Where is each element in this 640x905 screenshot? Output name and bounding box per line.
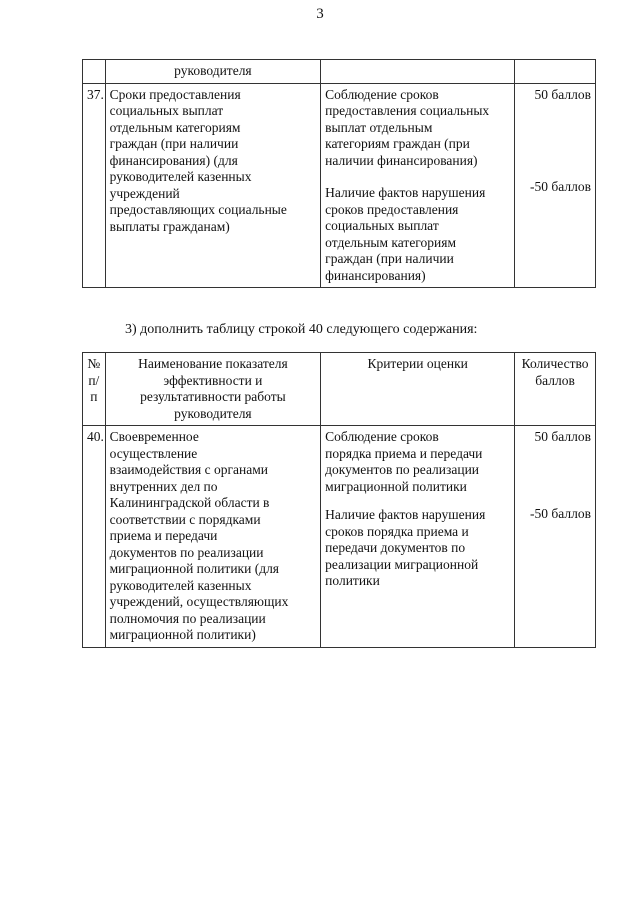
criterion-text: Наличие фактов нарушения сроков предоставления социальных выплат отдельным категориям граждан (при наличии финансирования): [325, 185, 486, 283]
instruction-text: 3) дополнить таблицу строкой 40 следующего содержания:: [125, 322, 478, 337]
table-row: [83, 83, 596, 288]
indicator-name: Своевременное осуществление взаимодействия с органами внутренних дел по Калининградской области в соответствии с порядками приема и передачи документов по реализации миграционной политики (для руководителей казенных учреждений, осуществляющих полномочия по реализации миграционной политики): [105, 426, 321, 648]
header-number: № п/п: [83, 353, 106, 426]
table-header-row: [83, 353, 596, 426]
table-cell: руководителя: [105, 60, 321, 84]
points-cell: [515, 83, 596, 288]
header-criteria: Критерии оценки: [321, 353, 515, 426]
points-value: -50 баллов: [530, 179, 591, 194]
points-value: 50 баллов: [534, 429, 591, 444]
table-row: [83, 60, 596, 84]
row-number: 40.: [83, 426, 106, 648]
criterion-text: Соблюдение сроков порядка приема и передачи документов по реализации миграционной политики: [325, 429, 483, 494]
criteria-table-addition: [82, 352, 596, 648]
points-cell: [515, 426, 596, 648]
table-row: [83, 426, 596, 648]
indicator-name: Сроки предоставления социальных выплат отдельным категориям граждан (при наличии финансирования) (для руководителей казенных учреждений предоставляющих социальные выплаты гражданам): [105, 83, 321, 288]
criteria-cell: [321, 83, 515, 288]
criterion-text: Наличие фактов нарушения сроков порядка приема и передачи документов по реализации миграционной политики: [325, 507, 486, 588]
criterion-text: Соблюдение сроков предоставления социальных выплат отдельным категориям граждан (при наличии финансирования): [325, 86, 490, 168]
header-name: Наименование показателя эффективности и результативности работы руководителя: [105, 353, 321, 426]
row-number: 37.: [83, 83, 106, 288]
page-number: 3: [316, 6, 324, 22]
table-cell: [321, 60, 515, 84]
table-cell: [83, 60, 106, 84]
criteria-table-continued: [82, 59, 596, 288]
criteria-cell: [321, 426, 515, 648]
points-value: 50 баллов: [534, 86, 591, 102]
table-cell: [515, 60, 596, 84]
points-value: -50 баллов: [530, 505, 591, 521]
header-points: Количество баллов: [515, 353, 596, 426]
